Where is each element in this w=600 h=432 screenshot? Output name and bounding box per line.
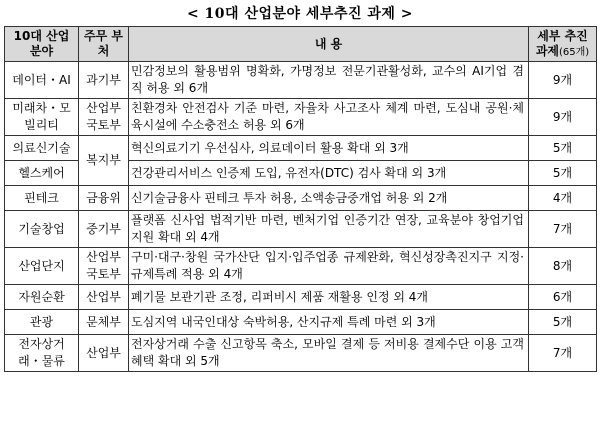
field-cell: 산업단지: [5, 248, 79, 285]
count-cell: 9개: [529, 99, 597, 136]
content-cell: 친환경차 안전검사 기준 마련, 자율차 사고조사 체계 마련, 도심내 공원·체육시설에 수소충전소 허용 외 6개: [129, 99, 529, 136]
ministry-cell: 복지부: [79, 136, 129, 186]
table-row: [5, 285, 597, 310]
field-cell: 헬스케어: [5, 161, 79, 186]
tasks-table: [4, 26, 597, 372]
count-cell: 9개: [529, 62, 597, 99]
ministry-cell: 금융위: [79, 186, 129, 211]
ministry-cell: 산업부 국토부: [79, 248, 129, 285]
content-cell: 혁신의료기기 우선심사, 의료데이터 활용 확대 외 3개: [129, 136, 529, 161]
content-cell: 폐기물 보관기관 조정, 리퍼비시 제품 재활용 인정 외 4개: [129, 285, 529, 310]
ministry-cell: 중기부: [79, 211, 129, 248]
table-row: [5, 99, 597, 136]
table-row: [5, 211, 597, 248]
ministry-cell: 산업부: [79, 335, 129, 372]
count-cell: 6개: [529, 285, 597, 310]
ministry-cell: 산업부 국토부: [79, 99, 129, 136]
ministry-cell: 산업부: [79, 285, 129, 310]
count-cell: 5개: [529, 161, 597, 186]
content-cell: 민감정보의 활용범위 명확화, 가명정보 전문기관활성화, 교수의 AI기업 겸직 허용 외 6개: [129, 62, 529, 99]
header-count-total: (65개): [559, 46, 590, 58]
content-cell: 신기술금융사 핀테크 투자 허용, 소액송금중개업 허용 외 2개: [129, 186, 529, 211]
header-count: [529, 27, 597, 62]
header-row: [5, 27, 597, 62]
field-cell: 전자상거래・물류: [5, 335, 79, 372]
ministry-cell: 과기부: [79, 62, 129, 99]
content-cell: 전자상거래 수출 신고항목 축소, 모바일 결제 등 저비용 결제수단 이용 고객 혜택 확대 외 5개: [129, 335, 529, 372]
table-row: [5, 335, 597, 372]
field-cell: 미래차・모빌리티: [5, 99, 79, 136]
count-cell: 8개: [529, 248, 597, 285]
content-cell: 도심지역 내국인대상 숙박허용, 산지규제 특례 마련 외 3개: [129, 310, 529, 335]
content-cell: 구미·대구·창원 국가산단 입지·입주업종 규제완화, 혁신성장촉진지구 지정·규제특례 적용 외 4개: [129, 248, 529, 285]
ministry-cell: 문체부: [79, 310, 129, 335]
header-content: 내 용: [129, 27, 529, 62]
count-cell: 5개: [529, 136, 597, 161]
field-cell: 의료신기술: [5, 136, 79, 161]
table-row: [5, 310, 597, 335]
field-cell: 관광: [5, 310, 79, 335]
table-row: [5, 186, 597, 211]
content-cell: 건강관리서비스 인증제 도입, 유전자(DTC) 검사 확대 외 3개: [129, 161, 529, 186]
field-cell: 기술창업: [5, 211, 79, 248]
count-cell: 7개: [529, 335, 597, 372]
field-cell: 데이터・AI: [5, 62, 79, 99]
field-cell: 핀테크: [5, 186, 79, 211]
table-row: [5, 62, 597, 99]
table-row: [5, 248, 597, 285]
table-row: [5, 136, 597, 161]
content-cell: 플랫폼 신사업 법적기반 마련, 벤처기업 인증기간 연장, 교육분야 창업기업 지원 확대 외 4개: [129, 211, 529, 248]
field-cell: 자원순환: [5, 285, 79, 310]
count-cell: 4개: [529, 186, 597, 211]
header-count-label: 세부 추진 과제: [535, 28, 588, 58]
count-cell: 7개: [529, 211, 597, 248]
count-cell: 5개: [529, 310, 597, 335]
header-ministry: 주무 부처: [79, 27, 129, 62]
header-field: 10대 산업분야: [5, 27, 79, 62]
table-title: < 10대 산업분야 세부추진 과제 >: [186, 6, 414, 22]
